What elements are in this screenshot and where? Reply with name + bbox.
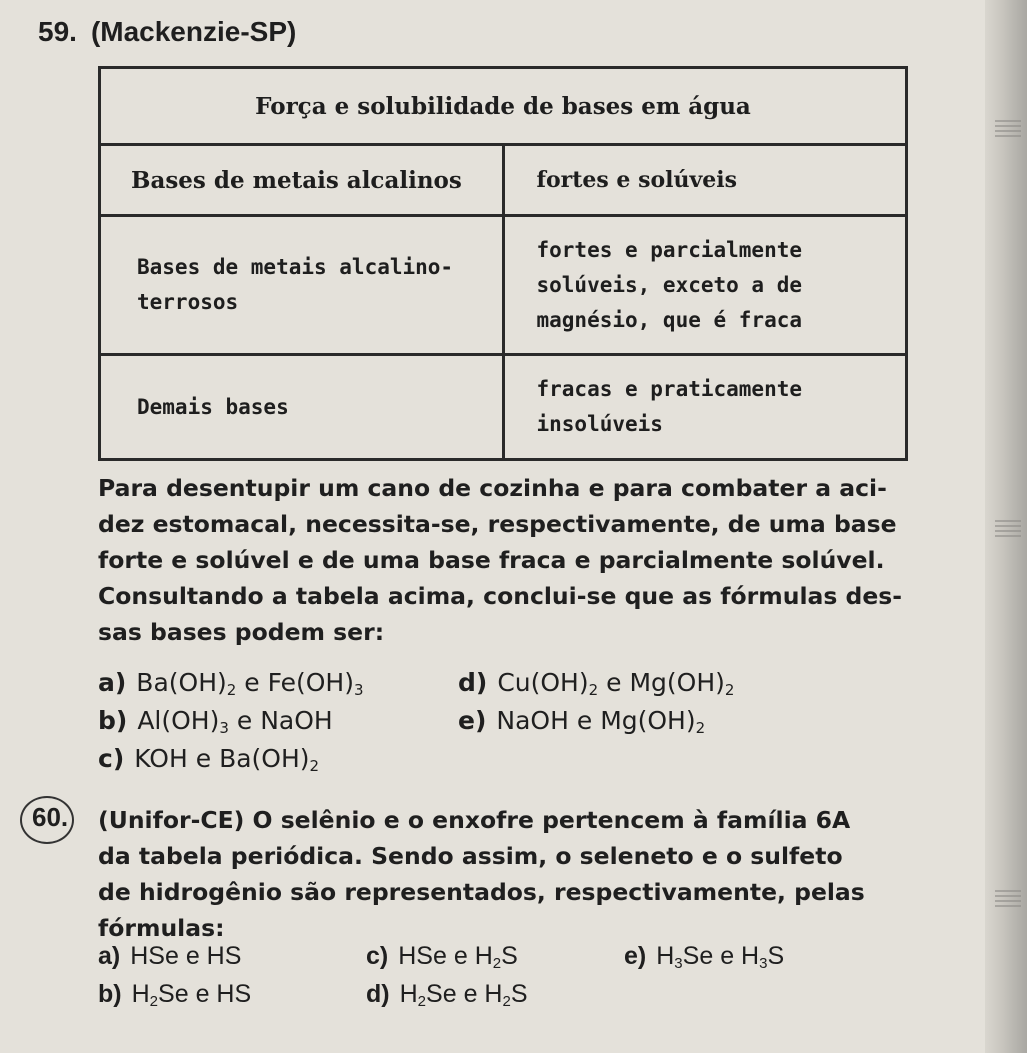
conjunction: e <box>453 942 468 970</box>
stem-line: forte e solúvel e de uma base fraca e parcialmente solúvel. <box>98 546 885 574</box>
table-cell-property <box>503 355 907 460</box>
question-60-number: 60. <box>32 802 69 832</box>
subscript: 2 <box>588 681 599 699</box>
conjunction: e <box>463 980 478 1008</box>
subscript: 2 <box>417 993 427 1010</box>
option-letter: e) <box>458 706 487 735</box>
option-b[interactable] <box>98 706 333 735</box>
question-59-stem <box>98 470 918 650</box>
stem-line: sas bases podem ser: <box>98 618 385 646</box>
formula: H <box>474 942 493 970</box>
stem-line: Consultando a tabela acima, conclui-se que as fórmulas des- <box>98 582 903 610</box>
option-letter: a) <box>98 668 127 697</box>
q60-option-e[interactable] <box>624 942 784 971</box>
formula: Al(OH) <box>137 706 220 735</box>
option-letter: c) <box>98 744 125 773</box>
conjunction: e <box>576 706 593 735</box>
table-row <box>100 355 907 460</box>
formula: Se <box>158 980 189 1008</box>
page-edge-mark <box>995 890 1021 910</box>
formula: Mg(OH) <box>600 706 696 735</box>
q60-option-b[interactable] <box>98 980 251 1009</box>
subscript: 3 <box>219 719 229 737</box>
formula: Se <box>682 942 714 970</box>
table-cell-group: Bases de metais alcalinos <box>100 145 504 216</box>
table-cell-group: Demais bases <box>100 355 504 460</box>
formula: Mg(OH) <box>629 668 725 697</box>
conjunction: e <box>195 744 212 773</box>
conjunction: e <box>195 980 210 1008</box>
question-60-number-circle <box>20 796 74 844</box>
formula: HS <box>216 980 252 1008</box>
cell-line: solúveis, exceto a de <box>536 272 803 297</box>
table-cell-property <box>503 216 907 355</box>
q60-option-c[interactable] <box>366 942 518 971</box>
subscript: 2 <box>226 681 237 699</box>
cell-line: fracas e praticamente <box>536 377 803 401</box>
subscript: 2 <box>309 757 320 775</box>
subscript: 3 <box>354 681 364 699</box>
subscript: 3 <box>759 955 768 972</box>
option-letter: e) <box>624 942 647 970</box>
cell-line: fortes e solúveis <box>536 166 738 193</box>
subscript: 2 <box>492 955 502 972</box>
question-59-number: 59. <box>38 16 77 47</box>
cell-line: magnésio, que é fraca <box>536 307 803 332</box>
subscript: 2 <box>724 681 735 699</box>
option-letter: d) <box>366 980 390 1008</box>
formula: H <box>741 942 760 970</box>
option-letter: b) <box>98 706 128 735</box>
cell-line: insolúveis <box>536 412 663 436</box>
stem-line: (Unifor-CE) O selênio e o enxofre pertencem à família 6A <box>98 806 851 834</box>
page-edge-mark <box>995 120 1021 140</box>
conjunction: e <box>720 942 735 970</box>
subscript: 2 <box>502 993 511 1010</box>
question-60-stem <box>98 802 918 946</box>
formula: H <box>399 980 418 1008</box>
option-letter: d) <box>458 668 488 697</box>
page-edge-mark <box>995 520 1021 540</box>
conjunction: e <box>244 668 260 697</box>
stem-line: da tabela periódica. Sendo assim, o seleneto e o sulfeto <box>98 842 843 870</box>
conjunction: e <box>236 706 253 735</box>
question-59-source: (Mackenzie-SP) <box>90 16 297 47</box>
table-title: Força e solubilidade de bases em água <box>100 68 907 145</box>
formula: S <box>501 942 518 970</box>
formula: Se <box>426 980 457 1008</box>
option-a[interactable] <box>98 668 364 697</box>
subscript: 2 <box>695 719 706 737</box>
formula: S <box>510 980 528 1008</box>
option-d[interactable] <box>458 668 734 697</box>
bases-table <box>98 66 908 461</box>
option-c[interactable] <box>98 744 319 773</box>
stem-line: de hidrogênio são representados, respectivamente, pelas <box>98 878 865 906</box>
formula: NaOH <box>260 706 333 735</box>
q60-option-a[interactable] <box>98 942 241 971</box>
formula: Ba(OH) <box>219 744 310 773</box>
question-59-heading <box>38 16 296 48</box>
option-e[interactable] <box>458 706 705 735</box>
stem-line: Para desentupir um cano de cozinha e para combater a aci- <box>98 474 887 502</box>
formula: H <box>131 980 150 1008</box>
option-letter: b) <box>98 980 122 1008</box>
formula: HSe e HS <box>130 942 242 970</box>
formula: H <box>484 980 503 1008</box>
formula: S <box>767 942 785 970</box>
formula: KOH <box>134 744 188 773</box>
cell-line: Bases de metais alcalino- <box>137 255 454 279</box>
option-letter: c) <box>366 942 389 970</box>
page-edge <box>985 0 1027 1053</box>
table-cell-property <box>503 145 907 216</box>
option-letter: a) <box>98 942 121 970</box>
formula: Cu(OH) <box>497 668 589 697</box>
formula: HSe <box>398 942 447 970</box>
table-row <box>100 145 907 216</box>
subscript: 2 <box>149 993 159 1010</box>
stem-line: fórmulas: <box>98 914 225 942</box>
formula: Ba(OH) <box>136 668 227 697</box>
q60-option-d[interactable] <box>366 980 528 1009</box>
formula: NaOH <box>496 706 569 735</box>
cell-line: terrosos <box>137 290 239 314</box>
cell-line: fortes e parcialmente <box>536 237 803 262</box>
formula: Fe(OH) <box>267 668 354 697</box>
stem-line: dez estomacal, necessita-se, respectivamente, de uma base <box>98 510 897 538</box>
table-cell-group <box>100 216 504 355</box>
table-row <box>100 216 907 355</box>
formula: H <box>656 942 675 970</box>
conjunction: e <box>606 668 622 697</box>
subscript: 3 <box>674 955 683 972</box>
